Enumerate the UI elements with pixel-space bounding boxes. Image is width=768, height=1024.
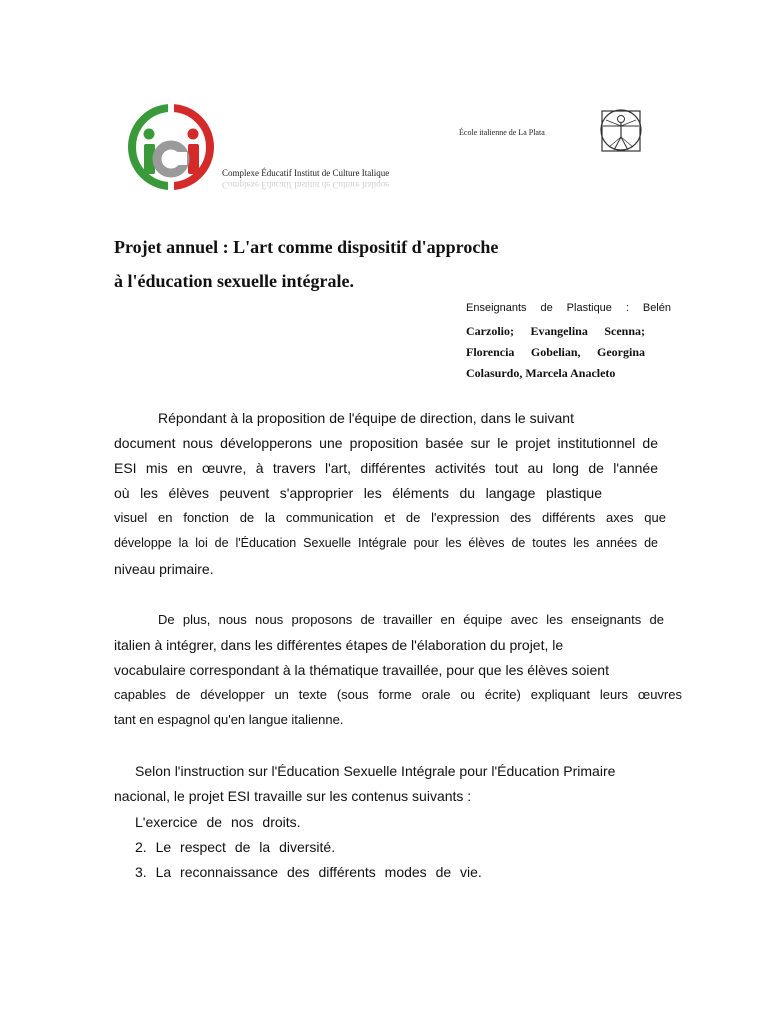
list-item: 3. La reconnaissance des différents modes de vie. xyxy=(135,864,482,880)
paragraph-line: ESI mis en œuvre, à travers l'art, différentes activités tout au long de l'année xyxy=(114,460,658,476)
paragraph-line: nacional, le projet ESI travaille sur les contenus suivants : xyxy=(114,788,472,804)
school-name: École italienne de La Plata xyxy=(459,128,545,137)
paragraph-line: vocabulaire correspondant à la thématique travaillée, pour que les élèves soient xyxy=(114,662,609,678)
teachers-names-line: Carzolio; Evangelina Scenna; xyxy=(466,324,645,338)
teachers-names-line: Florencia Gobelian, Georgina xyxy=(466,345,645,359)
logo-caption: Complexe Éducatif Institut de Culture Italique xyxy=(222,168,390,178)
paragraph-line: document nous développerons une proposition basée sur le projet institutionnel de xyxy=(114,435,658,451)
document-title-line-2: à l'éducation sexuelle intégrale. xyxy=(114,271,354,291)
logo-caption-reflection: Complexe Éducatif Institut de Culture Italique xyxy=(222,180,390,190)
paragraph-line: où les élèves peuvent s'approprier les éléments du langage plastique xyxy=(114,485,602,501)
list-item: 2. Le respect de la diversité. xyxy=(135,839,336,855)
paragraph-line: Selon l'instruction sur l'Éducation Sexuelle Intégrale pour l'Éducation Primaire xyxy=(135,763,616,779)
paragraph-line: niveau primaire. xyxy=(114,561,214,577)
vitruvian-man-icon xyxy=(597,108,645,154)
list-item: L'exercice de nos droits. xyxy=(135,814,301,830)
paragraph-line: visuel en fonction de la communication et de l'expression des différents axes que xyxy=(114,510,666,525)
paragraph-collaboration xyxy=(114,612,682,742)
paragraph-intro xyxy=(114,410,666,590)
paragraph-line: développe la loi de l'Éducation Sexuelle Intégrale pour les élèves de toutes les années de xyxy=(114,536,658,550)
teachers-names-line: Colasurdo, Marcela Anacleto xyxy=(466,366,616,380)
paragraph-line: italien à intégrer, dans les différentes étapes de l'élaboration du projet, le xyxy=(114,637,564,653)
document-title-line-1: Projet annuel : L'art comme dispositif d'approche xyxy=(114,237,499,257)
school-logo xyxy=(128,104,214,190)
vitruvian-man-logo xyxy=(597,108,645,154)
paragraph-line: tant en espagnol qu'en langue italienne. xyxy=(114,712,344,727)
paragraph-line: De plus, nous nous proposons de travailler en équipe avec les enseignants de xyxy=(158,612,664,627)
paragraph-line: capables de développer un texte (sous forme orale ou écrite) expliquant leurs œuvres xyxy=(114,687,682,702)
paragraph-contents xyxy=(114,763,658,803)
teachers-heading: Enseignants de Plastique : Belén xyxy=(466,302,671,314)
paragraph-line: Répondant à la proposition de l'équipe de direction, dans le suivant xyxy=(158,410,574,426)
ici-logo-icon xyxy=(128,104,214,190)
